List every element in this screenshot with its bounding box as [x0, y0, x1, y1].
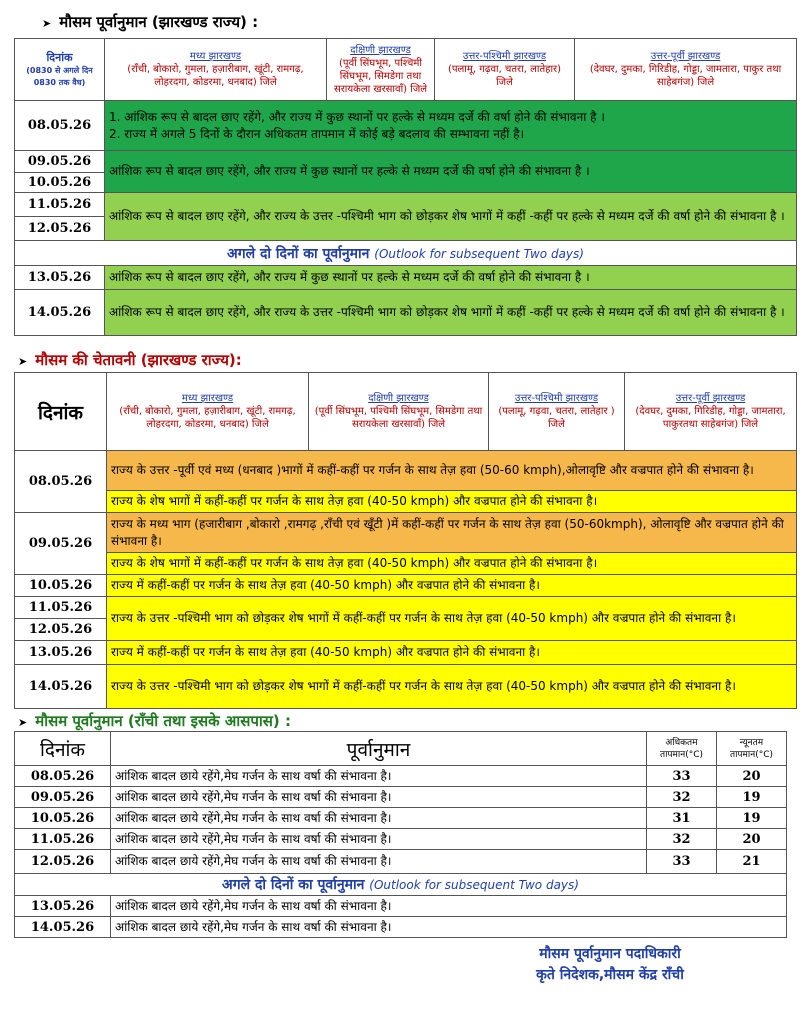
- row-date: 10.05.26: [15, 808, 111, 829]
- table-row: [15, 641, 797, 665]
- row-date: 09.05.26: [15, 787, 111, 808]
- table-row: [15, 665, 797, 709]
- min-temp: 20: [717, 766, 787, 787]
- max-temp-header: अधिकतम तापमान(°C): [647, 732, 717, 766]
- forecast-text: आंशिक बादल छाये रहेंगे,मेघ गर्जन के साथ वर्षा की संभावना है।: [111, 896, 787, 917]
- table-row: [15, 896, 787, 917]
- state-forecast-header-row: [15, 39, 797, 101]
- table-row: [15, 553, 797, 575]
- min-temp: 20: [717, 829, 787, 850]
- max-temp: 32: [647, 787, 717, 808]
- table-row: [15, 787, 787, 808]
- forecast-text: आंशिक बादल छाये रहेंगे,मेघ गर्जन के साथ वर्षा की संभावना है।: [111, 850, 647, 874]
- signature-block: [500, 944, 720, 986]
- forecast-text: आंशिक बादल छाये रहेंगे,मेघ गर्जन के साथ वर्षा की संभावना है।: [111, 829, 647, 850]
- arrow-right-icon: ➤: [18, 716, 28, 729]
- arrow-right-icon: ➤: [18, 355, 28, 368]
- row-date: 08.05.26: [15, 101, 105, 151]
- region-header-northwest: उत्तर-पश्चिमी झारखण्ड (पलामू, गढ़वा, चतरा, लातेहार ) जिले: [489, 373, 625, 451]
- warning-header-row: [15, 373, 797, 451]
- max-temp: 33: [647, 766, 717, 787]
- region-header-northeast: उत्तर-पूर्वी झारखण्ड (देवघर, दुमका, गिरिडीह, गोड्डा, जामतारा, पाकुर तथा साहेबगंज) जिले: [575, 39, 797, 101]
- table-row: [15, 451, 797, 491]
- forecast-text: आंशिक रूप से बादल छाए रहेंगे, और राज्य में कुछ स्थानों पर हल्के से मध्यम दर्जे की वर्षा होने की संभावना है ।: [105, 151, 797, 193]
- region-header-south: दक्षिणी झारखण्ड (पूर्वी सिंघभूम, पश्चिमी सिंघभूम, सिमडेगा तथा सरायकेला खरसावाँ) जिले: [327, 39, 435, 101]
- warning-text: राज्य के उत्तर -पश्चिमी भाग को छोड़कर शेष भागों में कहीं-कहीं पर गर्जन के साथ तेज़ हवा (40-50 kmph) और वज्रपात होने की संभावना है।: [107, 597, 797, 641]
- date-column-header: दिनांक: [15, 373, 107, 451]
- section3-heading: ➤ मौसम पूर्वानुमान (राँची तथा इसके आसपास) :: [18, 712, 291, 730]
- row-date: 11.05.26: [15, 829, 111, 850]
- warning-text: राज्य के उत्तर -पश्चिमी भाग को छोड़कर शेष भागों में कहीं-कहीं पर गर्जन के साथ तेज़ हवा (40-50 kmph) और वज्रपात होने की संभावना है।: [107, 665, 797, 709]
- section1-heading: ➤ मौसम पूर्वानुमान (झारखण्ड राज्य) :: [42, 13, 259, 31]
- forecast-text: आंशिक रूप से बादल छाए रहेंगे, और राज्य के उत्तर -पश्चिमी भाग को छोड़कर शेष भागों में कहीं -कहीं पर हल्के से मध्यम दर्जे की वर्षा होने की संभावना है ।: [105, 290, 797, 336]
- warning-table: [14, 372, 797, 709]
- table-row: [15, 151, 797, 173]
- row-date: 13.05.26: [15, 896, 111, 917]
- min-temp-header: न्यूनतम तापमान(°C): [717, 732, 787, 766]
- table-row: [15, 766, 787, 787]
- row-date: 10.05.26: [15, 575, 107, 597]
- table-row: [15, 101, 797, 151]
- table-row: [15, 266, 797, 290]
- row-date: 14.05.26: [15, 290, 105, 336]
- table-row: [15, 513, 797, 553]
- outlook-row: [15, 874, 787, 896]
- row-date: 08.05.26: [15, 766, 111, 787]
- region-header-northeast: उत्तर-पूर्वी झारखण्ड (देवघर, दुमका, गिरिडीह, गोड्डा, जामतारा, पाकुरतथा साहेबगंज) जिले: [625, 373, 797, 451]
- max-temp: 31: [647, 808, 717, 829]
- row-date: 11.05.26: [15, 193, 105, 217]
- date-column-header: दिनांक: [15, 732, 111, 766]
- warning-text: राज्य के मध्य भाग (हजारीबाग ,बोकारो ,रामगढ़ ,राँची एवं खूँटी )में कहीं-कहीं पर गर्जन के साथ तेज़ हवा (50-60kmph), ओलावृष्टि और वज्रपात होने की संभावना है।: [107, 513, 797, 553]
- table-row: [15, 597, 797, 619]
- row-date: 12.05.26: [15, 850, 111, 874]
- row-date: 09.05.26: [15, 151, 105, 173]
- forecast-text: आंशिक बादल छाये रहेंगे,मेघ गर्जन के साथ वर्षा की संभावना है।: [111, 787, 647, 808]
- forecast-text: आंशिक बादल छाये रहेंगे,मेघ गर्जन के साथ वर्षा की संभावना है।: [111, 917, 787, 938]
- min-temp: 19: [717, 808, 787, 829]
- state-forecast-table: [14, 38, 797, 336]
- row-date: 14.05.26: [15, 917, 111, 938]
- forecast-column-header: पूर्वानुमान: [111, 732, 647, 766]
- forecast-text: 1. आंशिक रूप से बादल छाए रहेंगे, और राज्य में कुछ स्थानों पर हल्के से मध्यम दर्जे की वर्षा होने की संभावना है । 2. राज्य में अगले 5 दिनों के दौरान अधिकतम तापमान में कोई बड़े बदलाव की सम्भावना नहीं है।: [105, 101, 797, 151]
- table-row: [15, 193, 797, 217]
- table-row: [15, 808, 787, 829]
- region-header-south: दक्षिणी झारखण्ड (पूर्वी सिंघभूम, पश्चिमी सिंघभूम, सिमडेगा तथा सरायकेला खरसावाँ) जिले: [309, 373, 489, 451]
- date-column-header: दिनांक (0830 से अगले दिन 0830 तक वैध): [15, 39, 105, 101]
- outlook-row: [15, 241, 797, 266]
- forecast-text: आंशिक बादल छाये रहेंगे,मेघ गर्जन के साथ वर्षा की संभावना है।: [111, 808, 647, 829]
- section2-heading: ➤ मौसम की चेतावनी (झारखण्ड राज्य):: [18, 351, 242, 369]
- row-date: 08.05.26: [15, 451, 107, 513]
- warning-text: राज्य में कहीं-कहीं पर गर्जन के साथ तेज़ हवा (40-50 kmph) और वज्रपात होने की संभावना है।: [107, 641, 797, 665]
- forecast-text: आंशिक रूप से बादल छाए रहेंगे, और राज्य में कुछ स्थानों पर हल्के से मध्यम दर्जे की वर्षा होने की संभावना है ।: [105, 266, 797, 290]
- outlook-title: अगले दो दिनों का पूर्वानुमान (Outlook for subsequent Two days): [15, 874, 787, 896]
- table-row: [15, 917, 787, 938]
- table-row: [15, 290, 797, 336]
- row-date: 12.05.26: [15, 619, 107, 641]
- row-date: 10.05.26: [15, 173, 105, 193]
- table-row: [15, 850, 787, 874]
- arrow-right-icon: ➤: [42, 17, 52, 30]
- row-date: 09.05.26: [15, 513, 107, 575]
- region-header-central: मध्य झारखण्ड (राँची, बोकारो, गुमला, हज़ारीबाग, खूंटी, रामगढ़, लोहरदगा, कोडरमा, धनबाद) जिले: [105, 39, 327, 101]
- ranchi-header-row: [15, 732, 787, 766]
- table-row: [15, 491, 797, 513]
- signature-designation: मौसम पूर्वानुमान पदाधिकारी: [539, 946, 681, 962]
- warning-text: राज्य में कहीं-कहीं पर गर्जन के साथ तेज़ हवा (40-50 kmph) और वज्रपात होने की संभावना है।: [107, 575, 797, 597]
- forecast-text: आंशिक बादल छाये रहेंगे,मेघ गर्जन के साथ वर्षा की संभावना है।: [111, 766, 647, 787]
- table-row: [15, 829, 787, 850]
- forecast-text: आंशिक रूप से बादल छाए रहेंगे, और राज्य के उत्तर -पश्चिमी भाग को छोड़कर शेष भागों में कहीं -कहीं पर हल्के से मध्यम दर्जे की वर्षा होने की संभावना है ।: [105, 193, 797, 241]
- region-header-central: मध्य झारखण्ड (राँची, बोकारो, गुमला, हज़ारीबाग, खूंटी, रामगढ़, लोहरदगा, कोडरमा, धनबाद) जिले: [107, 373, 309, 451]
- signature-office: कृते निदेशक,मौसम केंद्र राँची: [536, 967, 684, 983]
- outlook-title: अगले दो दिनों का पूर्वानुमान (Outlook for subsequent Two days): [15, 241, 797, 266]
- row-date: 12.05.26: [15, 217, 105, 241]
- table-row: [15, 575, 797, 597]
- max-temp: 32: [647, 829, 717, 850]
- row-date: 13.05.26: [15, 641, 107, 665]
- warning-text: राज्य के शेष भागों में कहीं-कहीं पर गर्जन के साथ तेज़ हवा (40-50 kmph) और वज्रपात होने की संभावना है।: [107, 553, 797, 575]
- ranchi-forecast-table: [14, 731, 787, 938]
- min-temp: 21: [717, 850, 787, 874]
- row-date: 13.05.26: [15, 266, 105, 290]
- warning-text: राज्य के शेष भागों में कहीं-कहीं पर गर्जन के साथ तेज़ हवा (40-50 kmph) और वज्रपात होने की संभावना है।: [107, 491, 797, 513]
- warning-text: राज्य के उत्तर -पूर्वी एवं मध्य (धनबाद )भागों में कहीं-कहीं पर गर्जन के साथ तेज़ हवा (50-60 kmph),ओलावृष्टि और वज्रपात होने की संभावना है।: [107, 451, 797, 491]
- region-header-northwest: उत्तर-पश्चिमी झारखण्ड (पलामू, गढ़वा, चतरा, लातेहार) जिले: [435, 39, 575, 101]
- row-date: 14.05.26: [15, 665, 107, 709]
- max-temp: 33: [647, 850, 717, 874]
- row-date: 11.05.26: [15, 597, 107, 619]
- min-temp: 19: [717, 787, 787, 808]
